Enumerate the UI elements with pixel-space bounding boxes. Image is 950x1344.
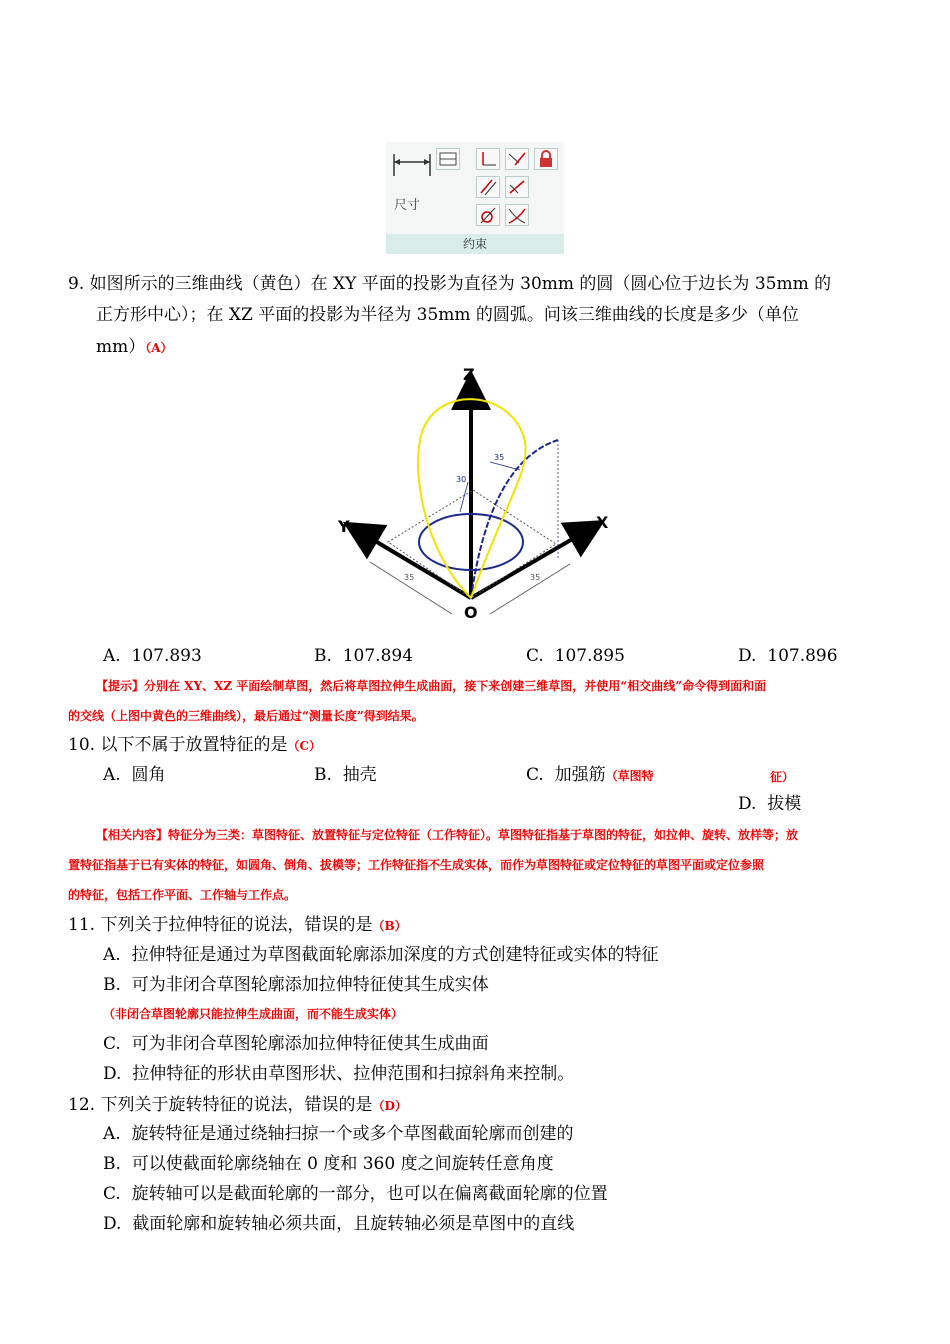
q10-stem: 10. 以下不属于放置特征的是（C） <box>68 735 322 755</box>
q11-option-d[interactable]: D. 拉伸特征的形状由草图形状、拉伸范围和扫掠斜角来控制。 <box>103 1064 575 1084</box>
x-label: X <box>596 513 609 532</box>
q11-option-b[interactable]: B. 可为非闭合草图轮廓添加拉伸特征使其生成实体 <box>103 975 489 995</box>
constraint-group-label: 约束 <box>386 234 564 254</box>
q11-option-a[interactable]: A. 拉伸特征是通过为草图截面轮廓添加深度的方式创建特征或实体的特征 <box>103 945 659 965</box>
q10-option-a[interactable]: A. 圆角 <box>103 765 166 785</box>
origin-label: O <box>464 603 478 622</box>
q11-option-c[interactable]: C. 可为非闭合草图轮廓添加拉伸特征使其生成曲面 <box>103 1034 489 1054</box>
constraint-toolbar <box>386 142 564 254</box>
q10-note-line2: 置特征指基于已有实体的特征，如圆角、倒角、拔模等；工作特征指不生成实体，而作为草图特征或定位特征的草图平面或定位参照 <box>68 858 765 872</box>
perpendicular-constraint-button[interactable] <box>476 148 500 170</box>
q10-option-c-note: （草图特 <box>605 769 654 783</box>
q9-answer: （A） <box>145 341 173 355</box>
dim-35-left: 35 <box>404 573 415 582</box>
q12-option-d[interactable]: D. 截面轮廓和旋转轴必须共面，且旋转轴必须是草图中的直线 <box>103 1214 575 1234</box>
q12-option-b[interactable]: B. 可以使截面轮廓绕轴在 0 度和 360 度之间旋转任意角度 <box>103 1154 554 1174</box>
q9-option-d[interactable]: D. 107.896 <box>738 646 838 666</box>
q10-option-b[interactable]: B. 抽壳 <box>314 765 377 785</box>
q9-stem-line2: 正方形中心）；在 XZ 平面的投影为半径为 35mm 的圆弧。问该三维曲线的长度是多少（单位 <box>96 305 799 325</box>
x-axis <box>471 530 588 598</box>
q10-note-line1: 【相关内容】特征分为三类：草图特征、放置特征与定位特征（工作特征）。草图特征指基于草图的特征，如拉伸、旋转、放样等；放 <box>96 828 799 842</box>
parallel-constraint-button[interactable] <box>476 176 500 198</box>
symmetric-constraint-button[interactable] <box>505 204 529 226</box>
q9-option-a[interactable]: A. 107.893 <box>103 646 202 666</box>
q11-note: （非闭合草图轮廓只能拉伸生成曲面，而不能生成实体） <box>103 1007 404 1021</box>
q12-answer: （D） <box>372 1099 407 1113</box>
q10-answer: （C） <box>287 739 322 753</box>
q9-option-c[interactable]: C. 107.895 <box>526 646 625 666</box>
z-label: Z <box>463 365 475 384</box>
tangent-constraint-button[interactable] <box>505 148 529 170</box>
y-axis <box>360 532 471 598</box>
smooth-constraint-button[interactable] <box>476 204 500 226</box>
q11-stem: 11. 下列关于拉伸特征的说法，错误的是（B） <box>68 915 407 935</box>
q9-stem-line3: mm）（A） <box>96 337 173 357</box>
q9-hint-line2: 的交线（上图中黄色的三维曲线），最后通过“测量长度”得到结果。 <box>68 709 424 723</box>
size-label: 尺寸 <box>394 198 421 213</box>
q12-stem: 12. 下列关于旋转特征的说法，错误的是（D） <box>68 1095 407 1115</box>
coincident-constraint-button[interactable] <box>505 176 529 198</box>
show-constraints-button[interactable] <box>436 148 460 170</box>
q9-stem-line1: 9. 如图所示的三维曲线（黄色）在 XY 平面的投影为直径为 30mm 的圆（圆心位于边长为 35mm 的 <box>68 274 832 294</box>
lock-icon[interactable] <box>534 148 558 170</box>
q12-option-a[interactable]: A. 旋转特征是通过绕轴扫掠一个或多个草图截面轮廓而创建的 <box>103 1124 574 1144</box>
q9-hint-line1: 【提示】分别在 XY、XZ 平面绘制草图，然后将草图拉伸生成曲面，接下来创建三维草图，并使用“相交曲线”命令得到面和面 <box>96 679 767 693</box>
q10-option-d[interactable]: D. 拔模 <box>738 794 802 814</box>
q10-option-c-note-end: 征） <box>770 770 795 784</box>
q9-option-b[interactable]: B. 107.894 <box>314 646 414 666</box>
dim-35-arc: 35 <box>494 453 505 462</box>
dim-30: 30 <box>456 475 467 484</box>
dim-35-right: 35 <box>530 573 541 582</box>
q10-note-line3: 的特征，包括工作平面、工作轴与工作点。 <box>68 888 297 902</box>
q12-option-c[interactable]: C. 旋转轴可以是截面轮廓的一部分，也可以在偏离截面轮廓的位置 <box>103 1184 608 1204</box>
dimension-icon <box>392 150 432 180</box>
q10-option-c[interactable]: C. 加强筋（草图特 <box>526 765 654 785</box>
q11-answer: （B） <box>372 919 407 933</box>
curve-figure <box>330 362 620 624</box>
y-label: Y <box>338 517 350 536</box>
